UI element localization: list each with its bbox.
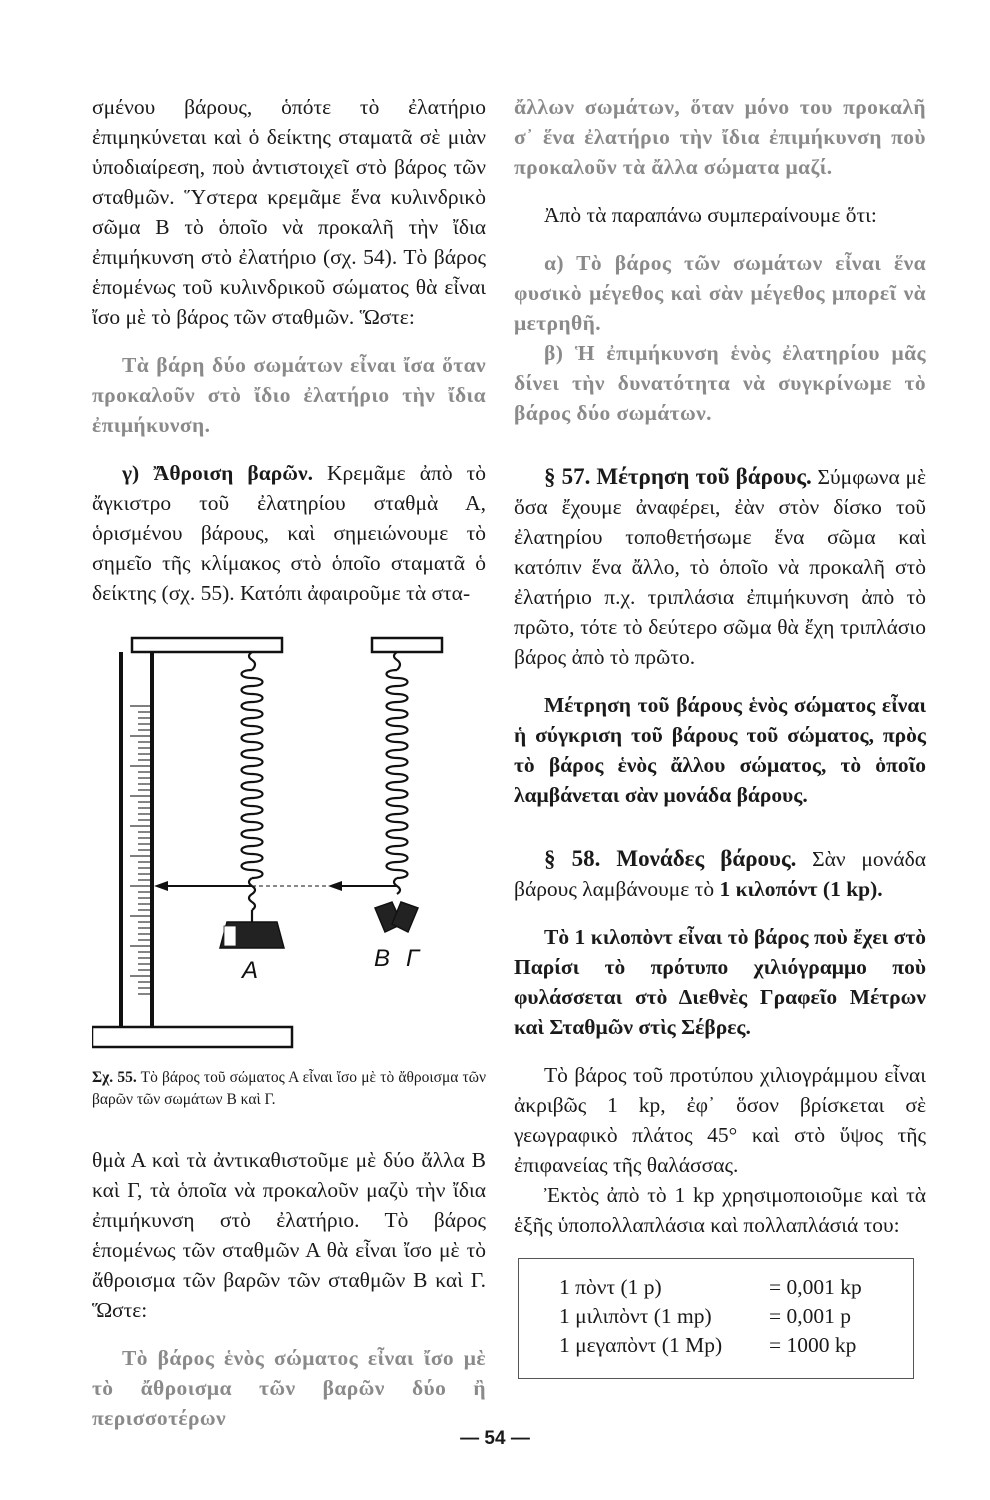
- left-column: [92, 92, 486, 1433]
- right-top-bar: [372, 638, 442, 652]
- paragraph-multiples: Ἐκτὸς ἀπὸ τὸ 1 kp χρησιμοποιοῦμε καὶ τὰ ἑξῆς ὑποπολλαπλάσια καὶ πολλαπλάσιά του:: [514, 1183, 926, 1237]
- stand-base: [92, 1027, 292, 1047]
- conclusion-b: β) Ἡ ἐπιμήκυνση ἑνὸς ἐλατηρίου μᾶς δίνει τὴν δυνατότητα νὰ συγκρίνωμε τὸ βάρος δύο σωμάτων.: [514, 341, 926, 425]
- definition-measurement: Μέτρηση τοῦ βάρους ἑνὸς σώματος εἶναι ἡ σύγκριση τοῦ βάρους τοῦ σώματος, πρὸς τὸ βάρος ἑνὸς ἄλλου σώματος, τὸ ὁποῖο λαμβάνεται σὰν μονάδα βάρους.: [514, 693, 926, 807]
- units-box: [518, 1258, 914, 1379]
- unit-value: = 0,001 p: [769, 1304, 852, 1328]
- section-58-text: Σὰν μονάδα βάρους λαμβάνουμε τὸ: [514, 847, 926, 901]
- conclusion-intro: Ἀπὸ τὰ παραπάνω συμπεραίνουμε ὅτι:: [544, 203, 877, 227]
- figure-spring-scale: [92, 626, 486, 1061]
- rule-sum-weights-continued: ἄλλων σωμάτων, ὅταν μόνο του προκαλῆ σ᾽ ἕνα ἐλατήριο τὴν ἴδια ἐπιμήκυνση ποὺ προκαλοῦν τὰ ἄλλα σώματα μαζί.: [514, 95, 926, 179]
- weight-a-highlight: [224, 926, 236, 946]
- arrow-head-bg: [328, 881, 342, 891]
- conclusion-a: α) Τὸ βάρος τῶν σωμάτων εἶναι ἕνα φυσικὸ μέγεθος καὶ σὰν μέγεθος μπορεῖ νὰ μετρηθῆ.: [514, 251, 926, 335]
- spring-scale-diagram: [92, 626, 486, 1061]
- section-addition: [92, 458, 486, 608]
- page-number: — 54 —: [460, 1428, 530, 1449]
- scale-ticks: [130, 706, 150, 994]
- unit-name: 1 μεγαπὸντ (1 Mp): [559, 1333, 723, 1357]
- stand-post-right: [150, 652, 154, 1027]
- unit-row: [559, 1273, 913, 1302]
- unit-name: 1 μιλιπὸντ (1 mp): [559, 1304, 712, 1328]
- section-57-title: § 57. Μέτρηση τοῦ βάρους.: [544, 464, 812, 489]
- unit-row: [559, 1331, 913, 1360]
- rule-sum-weights: Τὸ βάρος ἑνὸς σώματος εἶναι ἴσο μὲ τὸ ἄθροισμα τῶν βαρῶν δύο ἢ περισσοτέρων: [92, 1346, 486, 1430]
- label-b: B: [374, 945, 391, 972]
- label-a: A: [242, 957, 259, 984]
- paragraph: σμένου βάρους, ὁπότε τὸ ἐλατήριο ἐπιμηκύνεται καὶ ὁ δείκτης σταματᾶ σὲ μιὰν ὑποδιαίρεση, ποὺ ἀντιστοιχεῖ στὸ βάρος τῶν σταθμῶν. Ὕστερα κρεμᾶμε ἕνα κυλινδρικὸ σῶμα Β τὸ ὁποῖο νὰ προκαλῆ τὴν ἴδια ἐπιμήκυνση στὸ ἐλατήριο (σχ. 54). Τὸ βάρος ἑπομένως τοῦ κυλινδρικοῦ σώματος θὰ εἶναι ἴσο μὲ τὸ βάρος τῶν σταθμῶν. Ὥστε:: [92, 95, 486, 329]
- section-text: Κρεμᾶμε ἀπὸ τὸ ἄγκιστρο τοῦ ἐλατηρίου σταθμὰ Α, ὁρισμένου βάρους, καὶ σημειώνουμε τὸ σημεῖο τῆς κλίμακος στὸ ὁποῖο σταματᾶ ὁ δείκτης (σχ. 55). Κατόπι ἀφαιροῦμε τὰ στα-: [92, 461, 487, 605]
- caption-label: Σχ. 55.: [92, 1069, 137, 1086]
- spring-a: [242, 652, 263, 922]
- paragraph-standard: Τὸ βάρος τοῦ προτύπου χιλιογράμμου εἶναι ἀκριβῶς 1 kp, ἐφ᾽ ὅσον βρίσκεται σὲ γεωγραφικὸ πλάτος 45° καὶ στὸ ὕψος τῆς ἐπιφανείας τῆς θαλάσσας.: [514, 1063, 926, 1177]
- label-g: Γ: [406, 945, 420, 972]
- section-58: [514, 844, 926, 904]
- section-57-text: Σύμφωνα μὲ ὅσα ἔχουμε ἀναφέρει, ἐὰν στὸν δίσκο τοῦ ἐλατηρίου τοποθετήσωμε ἕνα σῶμα καὶ κατόπιν ἕνα ἄλλο, τὸ ὁποῖο νὰ προκαλῆ στὸ ἐλατήριο π.χ. τριπλάσια ἐπιμήκυνση ἀπὸ τὸ πρῶτο, τότε τὸ δεύτερο σῶμα θὰ ἔχη τριπλάσιο βάρος ἀπὸ τὸ πρῶτο.: [514, 465, 926, 669]
- section-58-title: § 58. Μονάδες βάρους.: [544, 846, 797, 871]
- rule-equal-weights: Τὰ βάρη δύο σωμάτων εἶναι ἴσα ὅταν προκαλοῦν στὸ ἴδιο ἐλατήριο τὴν ἴδια ἐπιμήκυνση.: [92, 353, 486, 437]
- unit-value: = 1000 kp: [769, 1333, 857, 1357]
- arrow-head-a: [154, 881, 168, 891]
- right-column: [514, 92, 926, 1379]
- figure-caption: [92, 1067, 486, 1111]
- section-58-unit: 1 κιλοπόντ (1 kp).: [719, 877, 883, 901]
- caption-text: Τὸ βάρος τοῦ σώματος Α εἶναι ἴσο μὲ τὸ ἄθροισμα τῶν βαρῶν τῶν σωμάτων Β καὶ Γ.: [92, 1069, 486, 1108]
- spring-bg: [387, 652, 408, 894]
- section-title: γ) Ἄθροιση βαρῶν.: [122, 461, 313, 485]
- definition-kp: Τὸ 1 κιλοπὸντ εἶναι τὸ βάρος ποὺ ἔχει στὸ Παρίσι τὸ πρότυπο χιλιόγραμμο ποὺ φυλάσσεται στὸ Διεθνὲς Γραφεῖο Μέτρων καὶ Σταθμῶν στὶς Σέβρες.: [514, 925, 926, 1039]
- stand-top-bar: [132, 638, 282, 652]
- section-57: [514, 462, 926, 672]
- unit-row: [559, 1302, 913, 1331]
- stand-post-left: [119, 652, 123, 1027]
- unit-value: = 0,001 kp: [769, 1275, 862, 1299]
- paragraph: θμὰ Α καὶ τὰ ἀντικαθιστοῦμε μὲ δύο ἄλλα Β καὶ Γ, τὰ ὁποῖα νὰ προκαλοῦν μαζὺ τὴν ἴδια ἐπιμήκυνση στὸ ἐλατήριο. Τὸ βάρος ἑπομένως τῶν σταθμῶν Α θὰ εἶναι ἴσο μὲ τὸ ἄθροισμα τῶν βαρῶν τῶν σταθμῶν Β καὶ Γ. Ὥστε:: [92, 1148, 486, 1322]
- unit-name: 1 πὸντ (1 p): [559, 1275, 662, 1299]
